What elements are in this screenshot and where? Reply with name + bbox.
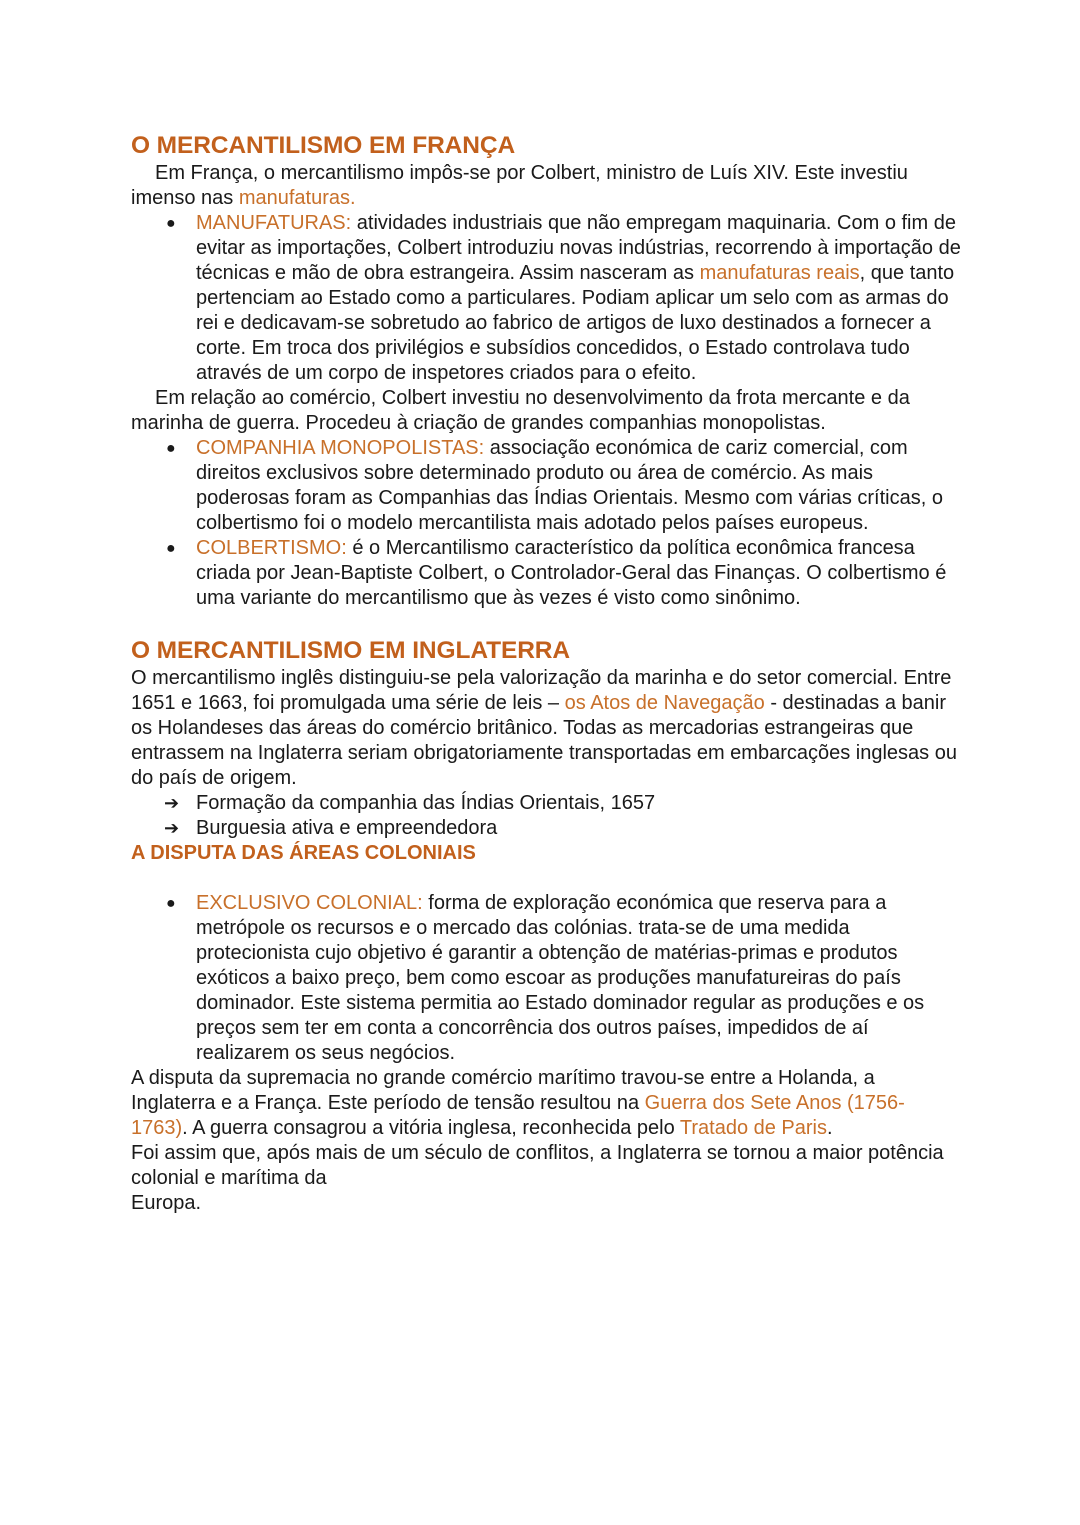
list-item-manufaturas (166, 211, 961, 386)
definition-text: atividades industriais que não empregam maquinaria. Com o fim de evitar as importações, Colbert introduziu novas indústrias, recorrendo à importação de técnicas e mão de obra estrangeira. Assim nasceram as (196, 212, 961, 284)
text: . A guerra consagrou a vitória inglesa, reconhecida pelo (182, 1117, 680, 1139)
list-item-colbertismo (166, 536, 961, 611)
heading-mercantilismo-inglaterra: O MERCANTILISMO EM INGLATERRA (131, 637, 570, 664)
term-atos-navegacao: os Atos de Navegação (564, 692, 765, 714)
paragraph-disputa (131, 1066, 961, 1141)
paragraph-inglaterra (131, 666, 961, 791)
bullet-icon: ● (166, 540, 176, 557)
list-item-text: Burguesia ativa e empreendedora (196, 817, 498, 839)
definition-text: forma de exploração económica que reserva para a metrópole os recursos e o mercado das colónias. trata-se de uma medida protecionista cujo objetivo é garantir a obtenção de matérias-primas e produtos exóticos a baixo preço, bem como escoar as produções manufatureiras do país dominador. Este sistema permitia ao Estado dominador regular as produções e os preços sem ter em conta a concorrência dos outros países, impedidos de aí realizarem os seus negócios. (196, 892, 925, 1064)
heading-disputa-areas-coloniais: A DISPUTA DAS ÁREAS COLONIAIS (131, 842, 476, 864)
term-tratado-paris: Tratado de Paris (679, 1117, 827, 1139)
bullet-list-franca (131, 436, 961, 611)
heading-mercantilismo-franca: O MERCANTILISMO EM FRANÇA (131, 132, 516, 159)
text: Foi assim que, após mais de um século de conflitos, a Inglaterra se tornou a maior potência colonial e marítima da (131, 1142, 944, 1189)
paragraph-franca-intro (131, 161, 961, 211)
list-item-companhia (166, 436, 961, 536)
definition-text: , que tanto pertenciam ao Estado como a particulares. Podiam aplicar um selo com as armas do rei e dedicavam-se sobretudo ao fabrico de artigos de luxo destinados a fornecer a corte. Em troca dos privilégios e subsídios concedidos, o Estado controlava tudo através de um corpo de inspetores criados para o efeito. (196, 262, 955, 384)
definition-text: associação económica de cariz comercial, com direitos exclusivos sobre determinado produto ou área de comércio. As mais poderosas foram as Companhias das Índias Orientais. Mesmo com várias críticas, o colbertismo foi o modelo mercantilista mais adotado pelos países europeus. (196, 437, 943, 534)
text: Europa. (131, 1192, 202, 1214)
term-manufaturas-reais: manufaturas reais (699, 262, 860, 284)
bullet-list-disputa (131, 891, 961, 1066)
text: O mercantilismo inglês distinguiu-se pela valorização da marinha e do setor comercial. Entre 1651 e 1663, foi promulgada uma série de leis – (131, 667, 952, 714)
paragraph-comercio: Em relação ao comércio, Colbert investiu no desenvolvimento da frota mercante e da marinha de guerra. Procedeu à criação de grandes companhias monopolistas. (131, 387, 910, 434)
text: Em França, o mercantilismo impôs-se por Colbert, ministro de Luís XIV. Este investiu imenso nas (131, 162, 908, 209)
term-label: MANUFATURAS: (196, 212, 352, 234)
text: - destinadas a banir os Holandeses das áreas do comércio britânico. Todas as mercadorias estrangeiras que entrassem na Inglaterra seriam obrigatoriamente transportadas em embarcações inglesas ou do país de origem. (131, 692, 957, 789)
definition-text: é o Mercantilismo característico da política econômica francesa criada por Jean-Baptiste Colbert, o Controlador-Geral das Finanças. O colbertismo é uma variante do mercantilismo que às vezes é visto como sinônimo. (196, 537, 947, 609)
arrow-right-icon: ➔ (164, 793, 180, 813)
arrow-list-inglaterra (131, 791, 961, 841)
bullet-icon: ● (166, 440, 176, 457)
text: . (827, 1117, 833, 1139)
term-label: COLBERTISMO: (196, 537, 347, 559)
text: A disputa da supremacia no grande comércio marítimo travou-se entre a Holanda, a Inglaterra e a França. Este período de tensão resultou na (131, 1067, 875, 1114)
paragraph-conclusao (131, 1141, 961, 1216)
list-item (164, 791, 961, 816)
list-item-exclusivo-colonial (166, 891, 961, 1066)
spacer (131, 611, 961, 636)
document-page (131, 131, 961, 1216)
term-guerra-sete-anos: Guerra dos Sete Anos (1756-1763) (131, 1092, 905, 1139)
list-item (164, 816, 961, 841)
spacer (131, 866, 961, 891)
term-label: COMPANHIA MONOPOLISTAS: (196, 437, 485, 459)
bullet-icon: ● (166, 215, 176, 232)
bullet-icon: ● (166, 895, 176, 912)
term-manufaturas: manufaturas. (238, 187, 356, 209)
term-label: EXCLUSIVO COLONIAL: (196, 892, 423, 914)
bullet-list-manufaturas (131, 211, 961, 386)
list-item-text: Formação da companhia das Índias Orientais, 1657 (196, 792, 656, 814)
arrow-right-icon: ➔ (164, 818, 180, 838)
